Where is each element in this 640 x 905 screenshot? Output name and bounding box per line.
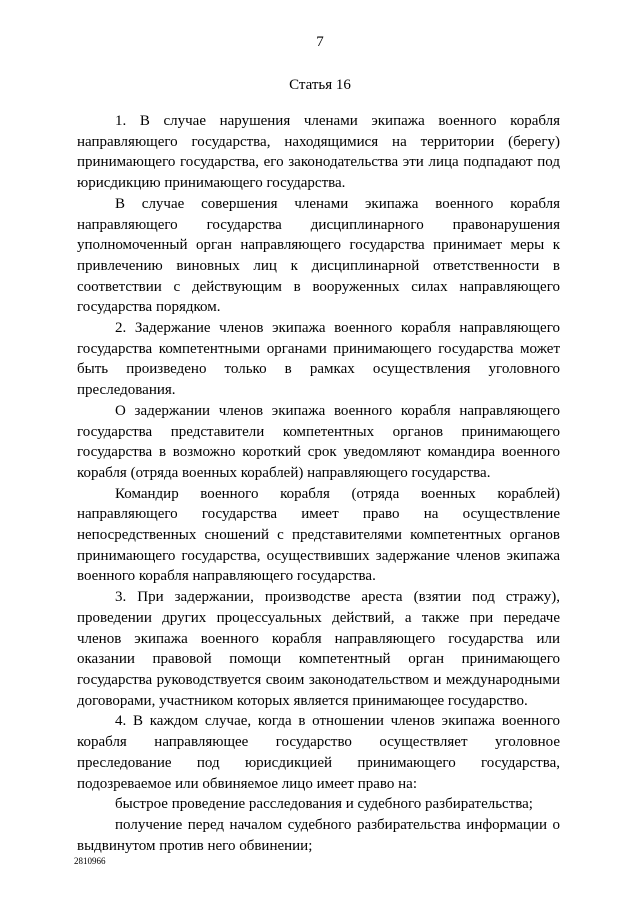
paragraph-4: О задержании членов экипажа военного корабля направляющего государства представители компетентных органов принимающего государства в возможно короткий срок уведомляют командира военного корабля (отряда военных кораблей) направляющего государства. — [77, 402, 560, 481]
paragraph-2: В случае совершения членами экипажа военного корабля направляющего государства дисциплинарного правонарушения уполномоченный орган направляющего государства принимает меры к привлечению виновных лиц к дисциплинарной ответственности в соответствии с действующим в вооруженных силах направляющего государства порядком. — [77, 195, 560, 316]
page-number: 7 — [316, 34, 324, 50]
paragraph-6: 3. При задержании, производстве ареста (взятии под стражу), проведении других процессуальных действий, а также при передаче членов экипажа военного корабля направляющего государства или оказании правовой помощи компетентный орган принимающего государства руководствуется своим законодательством и международными договорами, участником которых является принимающее государство. — [77, 589, 560, 709]
paragraph-9: получение перед началом судебного разбирательства информации о выдвинутом против него обвинении; — [77, 816, 560, 854]
article-body — [77, 111, 560, 856]
paragraph-5: Командир военного корабля (отряда военных кораблей) направляющего государства имеет право на осуществление непосредственных сношений с представителями компетентных органов принимающего государства, осуществивших задержание членов экипажа военного корабля направляющего государства. — [77, 485, 560, 585]
paragraph-1: 1. В случае нарушения членами экипажа военного корабля направляющего государства, находящимися на территории (берегу) принимающего государства, его законодательства эти лица подпадают под юрисдикцию принимающего государства. — [77, 113, 560, 192]
document-code: 2810966 — [74, 856, 106, 866]
paragraph-8: быстрое проведение расследования и судебного разбирательства; — [115, 796, 533, 813]
paragraph-7: 4. В каждом случае, когда в отношении членов экипажа военного корабля направляющее государство осуществляет уголовное преследование под юрисдикцией принимающего государства, подозреваемое или обвиняемое лицо имеет право на: — [77, 713, 560, 792]
article-title: Статья 16 — [289, 77, 351, 93]
paragraph-3: 2. Задержание членов экипажа военного корабля направляющего государства компетентными органами принимающего государства может быть произведено только в рамках осуществления уголовного преследования. — [77, 320, 560, 399]
